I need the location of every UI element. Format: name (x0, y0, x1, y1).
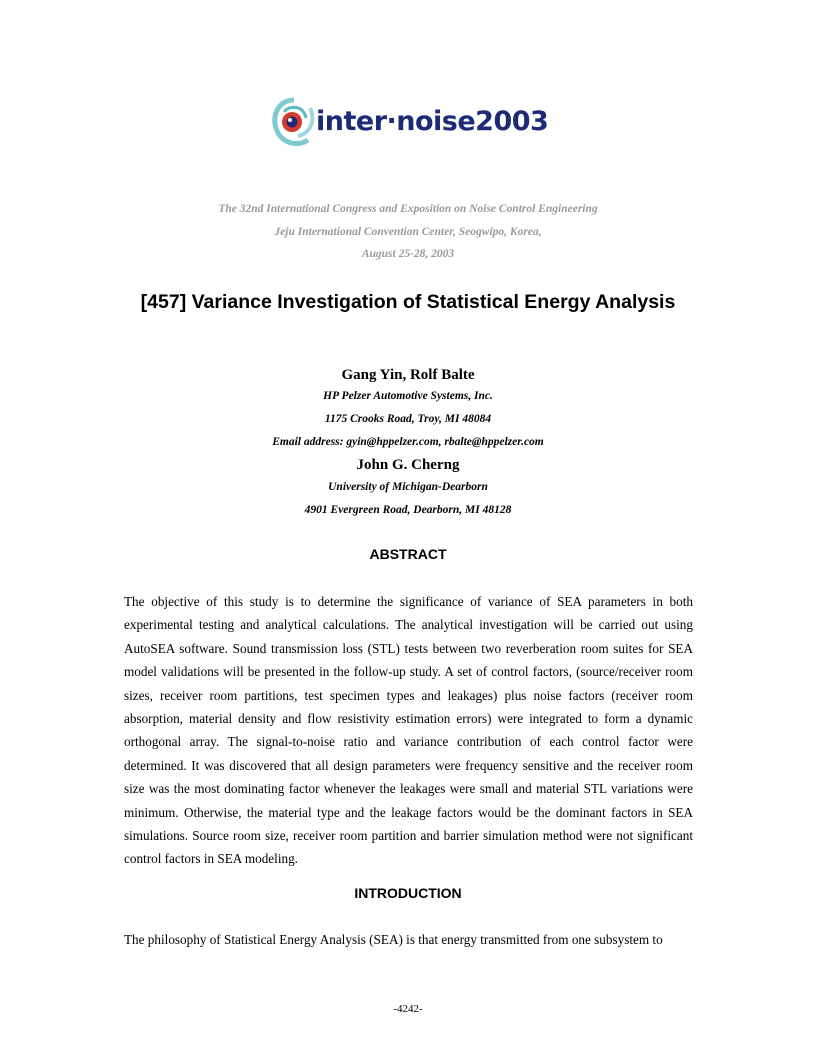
introduction-text: The philosophy of Statistical Energy Analysis (SEA) is that energy transmitted from one subsystem to (124, 932, 663, 947)
introduction-heading: INTRODUCTION (354, 885, 462, 901)
abstract-text: The objective of this study is to determine the significance of variance of SEA parameters in both experimental testing and analytical calculations. The analytical investigation will be carried out using AutoSEA software. Sound transmission loss (STL) tests between two reverberation room suites for SEA model validations will be presented in the follow-up study. A set of control factors, (source/receiver room sizes, receiver room partitions, test specimen types and leakages) plus noise factors (receiver room absorption, material density and flow resistivity estimation errors) were integrated to form a dynamic orthogonal array. The signal-to-noise ratio and variance contribution of each control factor were determined. It was discovered that all design parameters were frequency sensitive and the receiver room size was the most dominating factor whenever the leakages were small and material STL variations were minimum. Otherwise, the material type and the leakage factors would be the dominant factors in SEA simulations. Source room size, receiver room partition and barrier simulation method were not significant control factors in SEA modeling. (124, 594, 693, 867)
abstract-heading: ABSTRACT (369, 546, 447, 562)
conference-venue: Jeju International Convention Center, Seogwipo, Korea, (274, 226, 542, 238)
address-1: 1175 Crooks Road, Troy, MI 48084 (324, 413, 492, 425)
author-email: Email address: gyin@hppelzer.com, rbalte@hppelzer.com (272, 436, 544, 448)
logo-text: inter·noise2003 (316, 106, 549, 137)
logo-swirl-icon (270, 94, 316, 154)
address-2: 4901 Evergreen Road, Dearborn, MI 48128 (304, 504, 512, 516)
author-names-2: John G. Cherng (356, 457, 460, 473)
page-number: -4242- (393, 1003, 423, 1015)
conference-dates: August 25-28, 2003 (361, 248, 455, 260)
conference-logo (270, 94, 549, 154)
paper-title: [457] Variance Investigation of Statistical Energy Analysis (140, 291, 676, 313)
affiliation-2: University of Michigan-Dearborn (328, 481, 488, 493)
author-names-1: Gang Yin, Rolf Balte (341, 367, 475, 383)
conference-name: The 32nd International Congress and Exposition on Noise Control Engineering (218, 203, 598, 215)
affiliation-1: HP Pelzer Automotive Systems, Inc. (323, 390, 493, 402)
